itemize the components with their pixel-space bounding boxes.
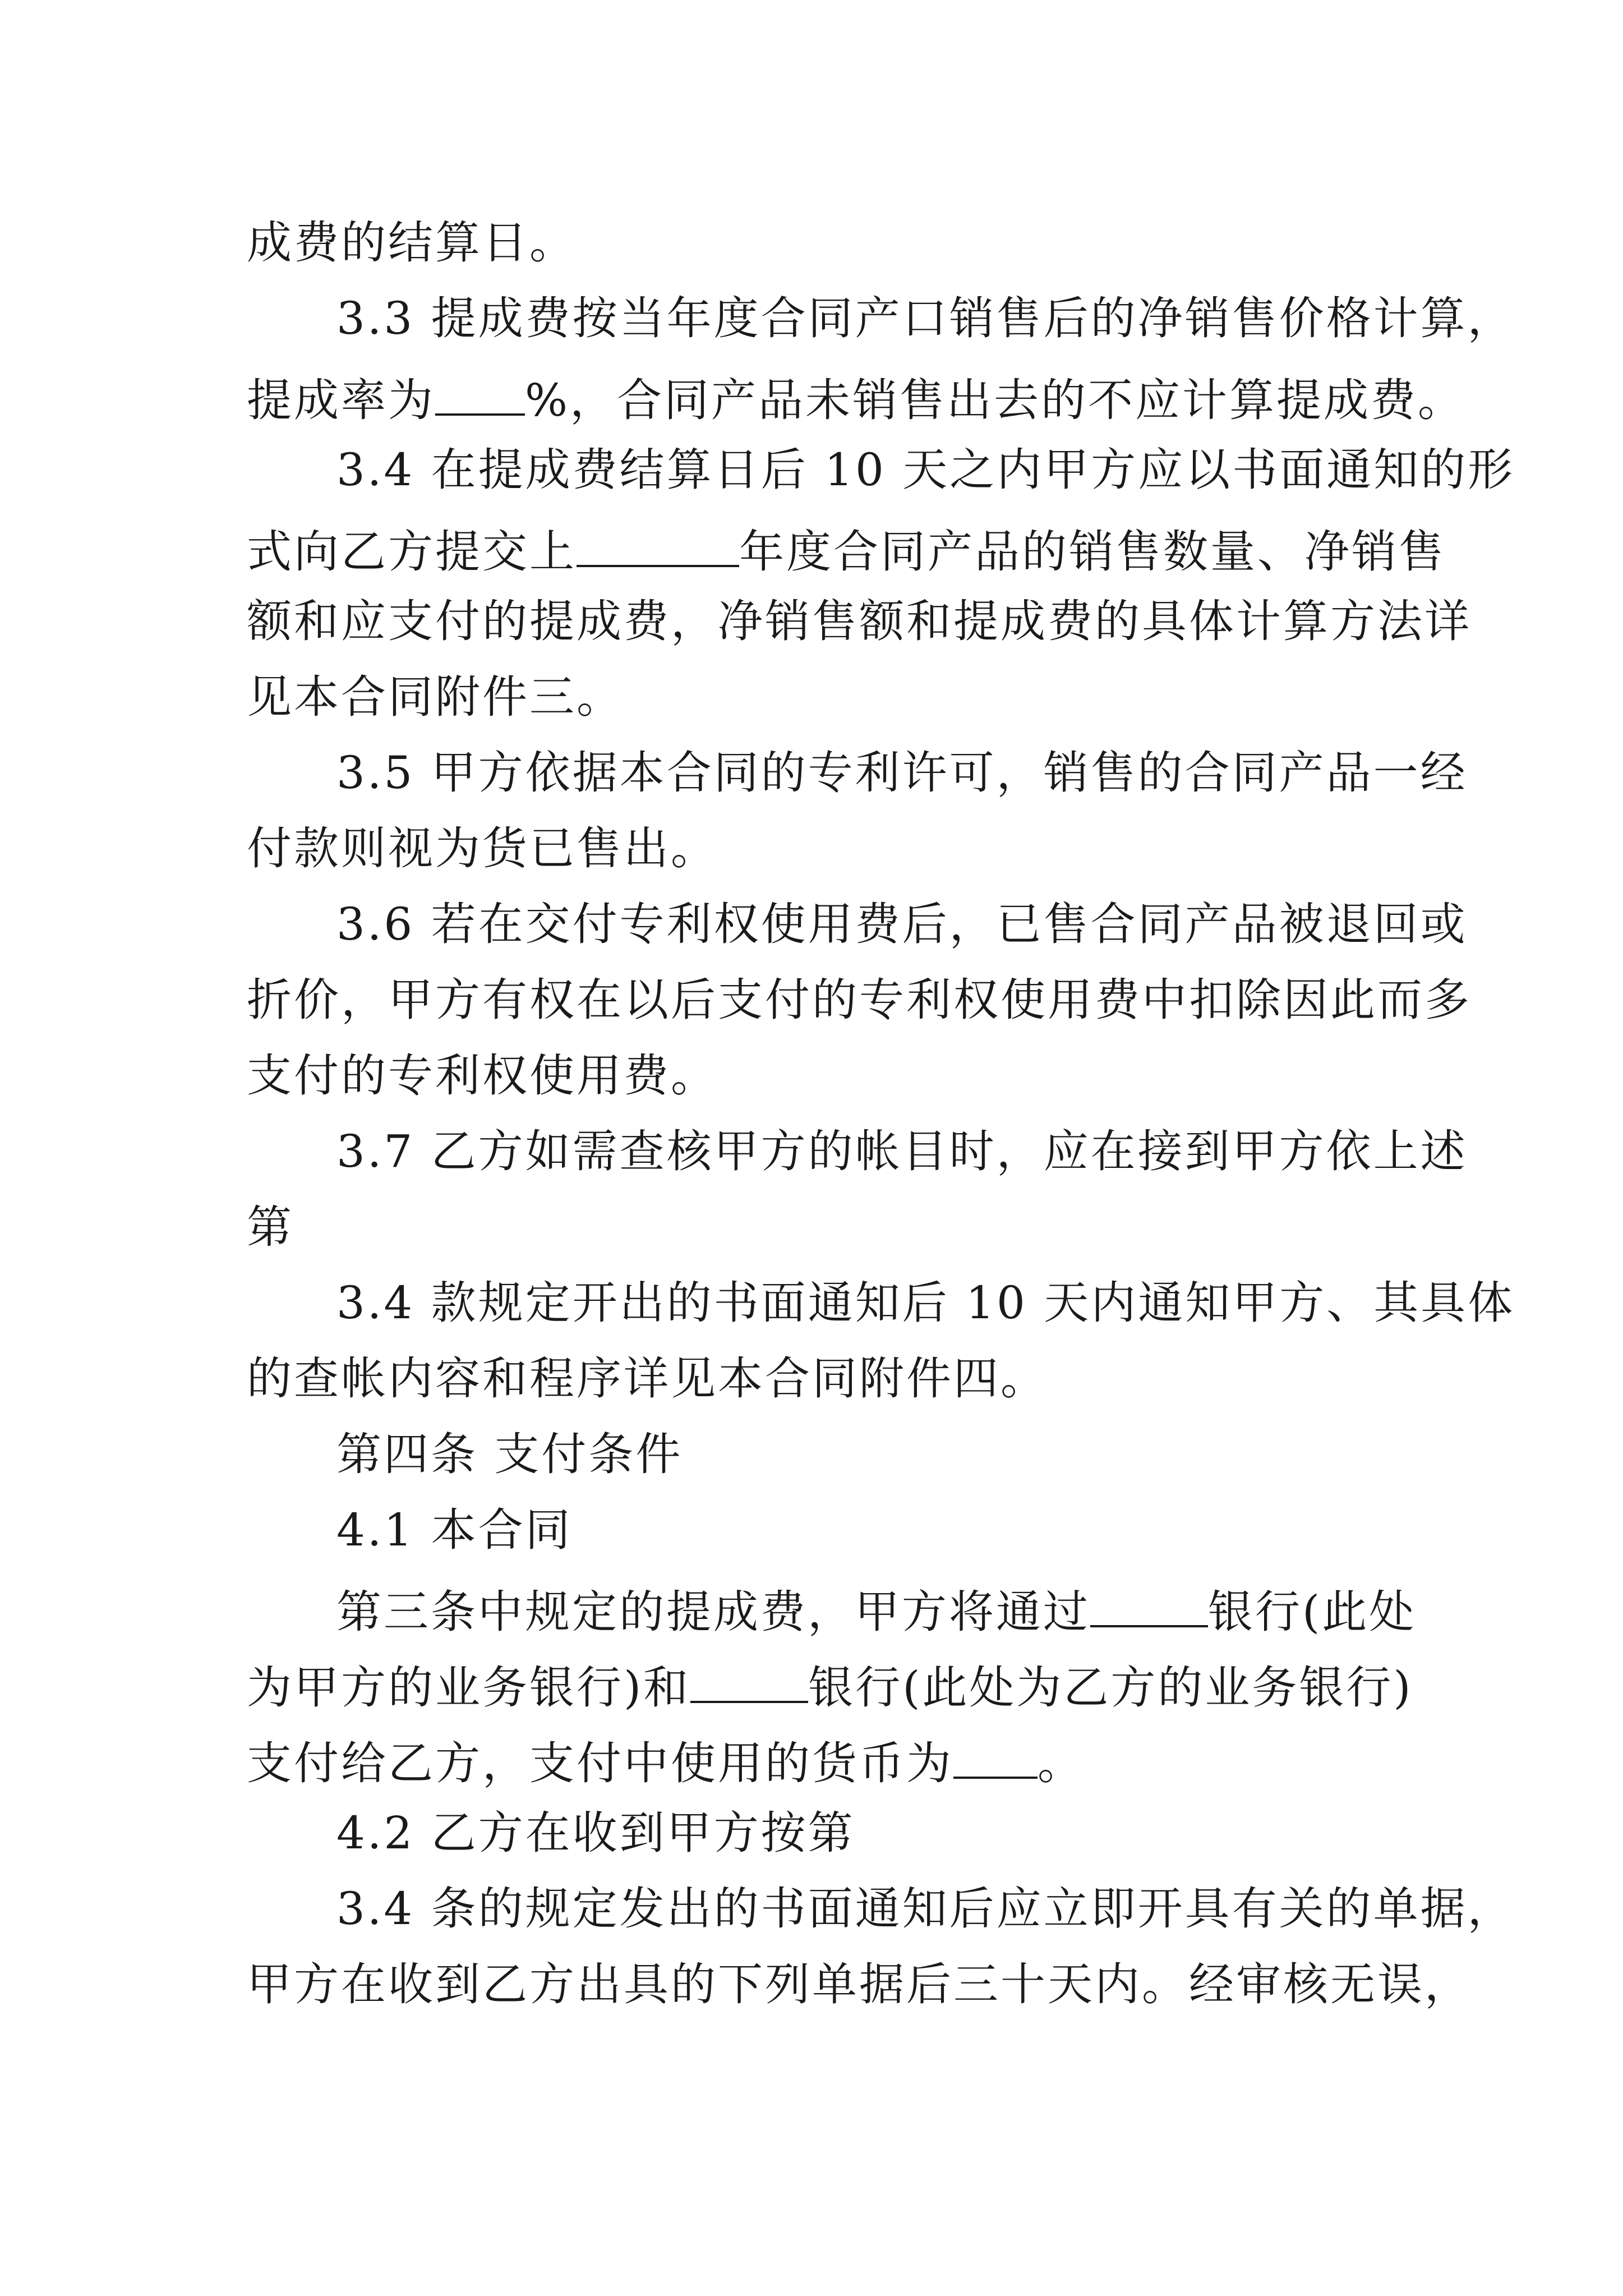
blank-underline: [1090, 1584, 1208, 1627]
text-line: [336, 444, 1515, 496]
text-run: 见本合同附件三。: [247, 671, 624, 723]
text-run: 3.5 甲方依据本合同的专利许可，销售的合同产品一经: [336, 747, 1468, 799]
text-run: 付款则视为货已售出。: [247, 822, 718, 875]
text-run: 3.4 款规定开出的书面通知后 10 天内通知甲方、其具体: [336, 1277, 1515, 1329]
text-run: 。: [1038, 1737, 1085, 1789]
text-run: 支付的专利权使用费。: [247, 1050, 718, 1102]
text-line: [336, 1883, 1515, 1935]
text-line: [247, 1958, 1472, 2010]
text-run: 的查帐内容和程序详见本合同附件四。: [247, 1352, 1048, 1405]
text-run: 4.2 乙方在收到甲方按第: [336, 1807, 855, 1859]
text-line: [247, 1735, 1402, 1789]
text-line: [336, 1584, 1492, 1638]
blank-underline: [435, 372, 525, 416]
text-line: [247, 1201, 1402, 1253]
blank-underline: [690, 1659, 808, 1703]
text-line: [247, 671, 1402, 723]
text-run: 成费的结算日。: [247, 217, 577, 269]
text-run: 支付给乙方，支付中使用的货币为: [247, 1737, 953, 1789]
text-line: [247, 1352, 1402, 1405]
text-run: 第四条 支付条件: [336, 1428, 683, 1480]
text-line: [336, 747, 1492, 799]
text-run: 3.3 提成费按当年度合同产口销售后的净销售价格计算，: [336, 292, 1515, 344]
section-heading: [336, 1428, 1492, 1480]
text-line: [336, 1504, 1492, 1556]
text-line: [336, 1277, 1515, 1329]
blank-underline: [953, 1735, 1038, 1779]
text-run: 第三条中规定的提成费，甲方将通过: [336, 1586, 1090, 1638]
text-run: 银行(此处为乙方的业务银行): [808, 1662, 1413, 1714]
text-run: 式向乙方提交上: [247, 526, 577, 578]
text-run: 为甲方的业务银行)和: [247, 1662, 691, 1714]
text-line: [247, 1050, 1402, 1102]
text-run: 年度合同产品的销售数量、净销售: [739, 526, 1446, 578]
text-line: [336, 1807, 1492, 1859]
text-line: [336, 898, 1492, 950]
text-run: 提成率为: [247, 374, 435, 426]
text-line: [247, 1659, 1413, 1714]
text-run: 银行(此处: [1208, 1586, 1417, 1638]
text-run: 甲方在收到乙方出具的下列单据后三十天内。经审核无误，: [247, 1958, 1472, 2010]
text-run: 折价，甲方有权在以后支付的专利权使用费中扣除因此而多: [247, 974, 1472, 1026]
blank-underline: [577, 523, 739, 567]
text-run: 第: [247, 1201, 294, 1253]
text-line: [247, 822, 1402, 875]
text-line: [336, 292, 1515, 344]
text-line: [247, 523, 1446, 578]
text-line: [247, 974, 1472, 1026]
text-run: 4.1 本合同: [336, 1504, 573, 1556]
text-line: [247, 595, 1472, 647]
text-run: %，合同产品未销售出去的不应计算提成费。: [525, 374, 1465, 426]
text-run: 3.4 条的规定发出的书面通知后应立即开具有关的单据，: [336, 1883, 1515, 1935]
text-line: [247, 372, 1465, 426]
text-run: 额和应支付的提成费，净销售额和提成费的具体计算方法详: [247, 595, 1472, 647]
text-run: 3.4 在提成费结算日后 10 天之内甲方应以书面通知的形: [336, 444, 1515, 496]
text-run: 3.7 乙方如需查核甲方的帐目时，应在接到甲方依上述: [336, 1125, 1468, 1177]
text-line: [336, 1125, 1492, 1177]
text-line: [247, 217, 1402, 269]
text-run: 3.6 若在交付专利权使用费后，已售合同产品被退回或: [336, 898, 1468, 950]
